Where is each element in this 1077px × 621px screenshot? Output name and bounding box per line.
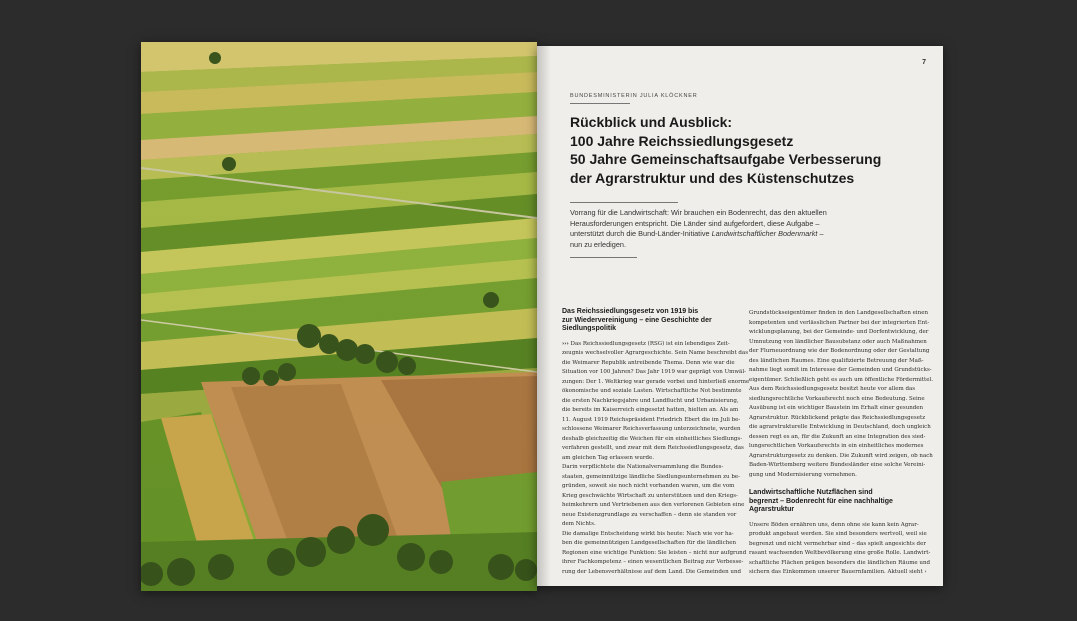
body-line: lungsrechtlichen Vorkaufsrechts in ein einheitliches modernes (749, 443, 924, 449)
body-line: 11. August 1919 Reichspräsident Friedrich Ebert die im Juli be- (562, 416, 741, 423)
body-line: des ländlichen Raumes. Eine qualifizierte Betreuung der Maß- (749, 357, 924, 364)
intro-text (570, 208, 900, 250)
body-line: Agrarstruktur. Rückblickend prägte das Reichssiedlungsgesetz (749, 414, 926, 421)
body-line: kompetenten und verlässlichen Partner bei der integrierten Ent- (749, 319, 930, 326)
left-paragraph-3 (562, 530, 747, 578)
body-line: sichern das Einkommen unserer Bauernfamilien. Aktuell sieht › (749, 569, 927, 575)
intro-line: nun zu erledigen. (570, 239, 626, 249)
body-line: Grundstückseigentümer finden in den Landgesellschaften einen (749, 310, 928, 316)
article-title (570, 113, 930, 187)
body-line: nahme liegt somit im Interesse der Gemeinden und Grundstücks- (749, 367, 932, 373)
heading-line: Agrarstruktur (749, 506, 795, 513)
body-line: heimkehrern und Vertriebenen aus den verlorenen Gebieten eine (562, 502, 745, 508)
body-line: die ersten Nachkriegsjahre und Landflucht und Urbanisierung, (562, 397, 739, 404)
body-line (562, 340, 744, 350)
body-line: ihrer Fachkompetenz – einen wesentlichen Beitrag zur Verbesse- (562, 559, 744, 565)
body-line: gründen, soweit sie noch nicht vorhanden waren, um die vom (562, 483, 735, 489)
right-paragraph-1 (749, 309, 931, 480)
heading-line: zur Wiedervereinigung – eine Geschichte der (562, 316, 712, 324)
intro-italic: Landwirtschaftlicher Bodenmarkt (711, 229, 818, 238)
body-line: Regionen eine wichtige Funktion: Sie leisten – nicht nur aufgrund (562, 549, 747, 556)
body-line: zungen: Der 1. Weltkrieg war gerade vorbei und hinterließ enorme (562, 378, 750, 385)
title-line: 100 Jahre Reichssiedlungsgesetz (570, 132, 794, 149)
body-line: begrenzt und nicht vermehrbar sind – das spielt angesichts der (749, 540, 926, 547)
aerial-farmland-photo (141, 42, 537, 591)
body-line: ben die gemeinnützigen Landgesellschaften für die ländlichen (562, 540, 737, 546)
heading-line: Landwirtschaftliche Nutzflächen sind (749, 489, 873, 496)
heading-line: Das Reichssiedlungsgesetz von 1919 bis (562, 308, 699, 315)
heading-line: Siedlungspolitik (562, 325, 617, 332)
body-line: staaten, gemeinnützige ländliche Siedlungsunternehmen zu be- (562, 473, 740, 480)
body-line: dem Nichts. (562, 521, 596, 527)
body-line: Aus dem Reichssiedlungsgesetz besitzt heute vor allem das (749, 386, 916, 392)
intro-line-start: unterstützt durch die Bund-Länder-Initiative (570, 229, 712, 238)
body-line: schaftliche Flächen prägen besonders die ländlichen Räume und (749, 559, 931, 566)
body-line: die agrarstrukturelle Entwicklung in Deutschland, doch ungleich (749, 424, 931, 430)
title-line: 50 Jahre Gemeinschaftsaufgabe Verbesserung (570, 151, 882, 167)
kicker-rule (570, 103, 630, 104)
body-line: produkt angebaut werden. Sie sind besonders wertvoll, weil sie (749, 531, 927, 537)
intro-after-italic: – (817, 229, 824, 238)
title-line: Rückblick und Ausblick: (570, 114, 733, 130)
body-line-rest: Das Reichssiedlungsgesetz (RSG) ist ein lebendiges Zeit- (568, 340, 730, 347)
body-line: schlossene Weimarer Reichsverfassung unterzeichnete, wurden (562, 426, 741, 432)
body-line: dessen regt es an, für die Zukunft an eine Integration des sied- (749, 433, 926, 440)
body-line: am gleichen Tag erlassen wurde. (562, 454, 655, 461)
body-line: ökonomische und soziale Lasten. Wirtschaftliche Not bestimmte (562, 388, 742, 394)
body-line: verfahren gestellt, und zwar mit dem Reichssiedlungsgesetz, das (562, 445, 744, 451)
intro-line: Vorrang für die Landwirtschaft: Wir brauchen ein Bodenrecht, das den aktuellen (570, 208, 827, 217)
left-column (562, 308, 750, 577)
body-line: siedlungsrechtliche Vorkaufsrecht noch eine Bedeutung. Seine (749, 395, 925, 402)
body-line: die bereits im Kaiserreich eingesetzt hatten, hielten an. Als am (562, 407, 739, 413)
left-paragraph-2 (562, 463, 744, 530)
body-line: Die damalige Entscheidung wirkt bis heute: Nach wie vor ha- (562, 530, 734, 537)
body-line: wicklungsplanung, bei der Gemeinde- und Dorfentwicklung, der (749, 329, 929, 335)
right-heading (749, 489, 931, 515)
left-paragraph-1 (562, 340, 750, 464)
body-line: die Weimarer Republik antreibende Thema. Denn wie war die (562, 359, 735, 366)
body-line: neue Existenzgrundlage zu verschaffen – denn sie standen vor (562, 511, 737, 518)
title-line: der Agrarstruktur und des Küstenschutzes (570, 169, 855, 186)
intro-rule-top (570, 202, 678, 203)
heading-line: begrenzt – Bodenrecht für eine nachhaltige (749, 497, 893, 505)
body-line: rasant wachsenden Weltbevölkerung eine große Rolle. Landwirt- (749, 550, 931, 556)
body-line: Darin verpflichtete die Nationalversammlung die Bundes- (562, 464, 724, 470)
right-column (749, 309, 931, 578)
left-heading (562, 308, 744, 334)
intro-line (570, 229, 900, 240)
body-line: gung und Modernisierung vornehmen. (749, 471, 857, 478)
arrow-marker-icon: ››› (562, 340, 569, 347)
body-line: Umnutzung von ländlicher Bausubstanz oder auch Maßnahmen (749, 338, 927, 345)
body-line: Krieg geschwächte Wirtschaft zu unterstützen und den Kriegs- (562, 492, 738, 499)
body-line: eigentümer. Schließlich geht es auch um öffentliche Fördermittel. (749, 376, 933, 383)
body-line: Baden-Württemberg weitere Bundesländer eine solche Vereini- (749, 462, 926, 468)
farmland-illustration (141, 42, 537, 591)
body-line: Situation vor 100 Jahren? Das Jahr 1919 war geprägt von Umwäl- (562, 369, 746, 375)
body-line: zeugnis wechselvoller Agrargeschichte. Sein Name beschreibt das (562, 350, 749, 356)
text-page (537, 46, 943, 586)
body-line: deshalb gleichzeitig die Weichen für ein einheitliches Siedlungs- (562, 435, 743, 442)
body-line: der Flurneuordnung wie der Bodenordnung oder der Gestaltung (749, 348, 930, 354)
body-line: Ausübung ist ein wichtiger Baustein im Erhalt einer gesunden (749, 405, 924, 411)
kicker-label: BUNDESMINISTERIN JULIA KLÖCKNER (570, 93, 698, 99)
body-line: Agrarstrukturgesetz zu denken. Die Zukunft wird zeigen, ob nach (749, 452, 933, 459)
intro-line: Herausforderungen entspricht. Die Länder sind aufgefordert, diese Aufgabe – (570, 218, 820, 228)
right-paragraph-2 (749, 521, 931, 578)
page-gutter-shadow (537, 46, 551, 586)
intro-rule-bottom (570, 257, 637, 258)
body-line: Unsere Böden ernähren uns, denn ohne sie kann kein Agrar- (749, 521, 919, 528)
page-number: 7 (922, 59, 926, 66)
body-line: rung der Lebensverhältnisse auf dem Land. Die Gemeinden und (562, 568, 742, 575)
